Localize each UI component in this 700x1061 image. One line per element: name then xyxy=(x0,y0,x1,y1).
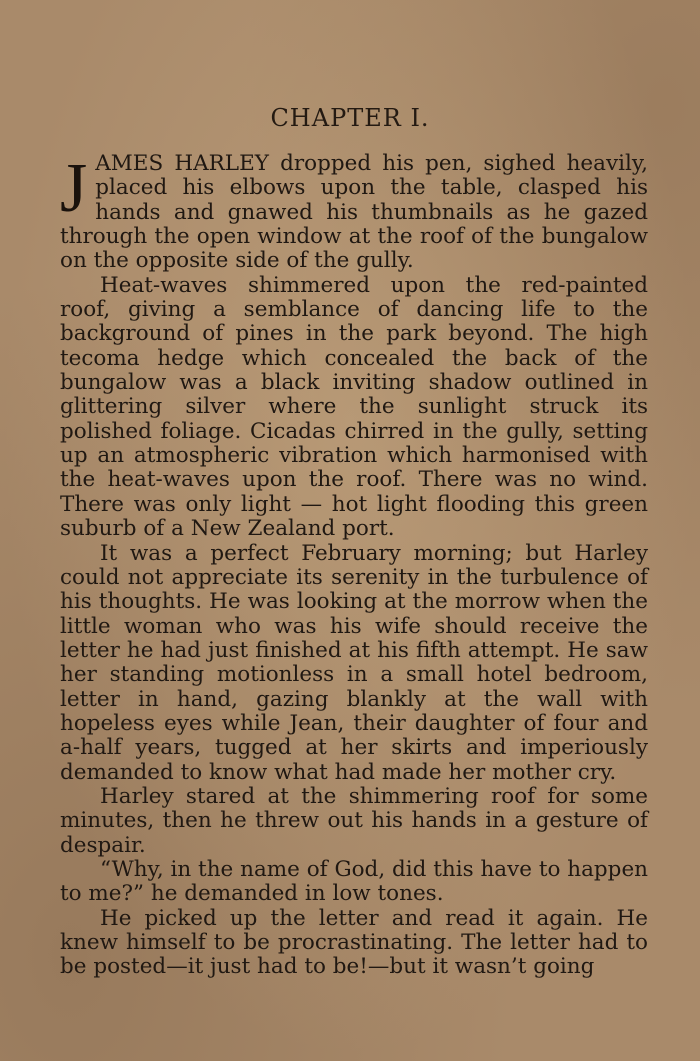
drop-cap: J xyxy=(60,150,88,227)
paragraph-4: Harley stared at the shimmering roof for some minutes, then he threw out his hands in a gesture of despair. xyxy=(60,783,648,858)
paragraph-5: “Why, in the name of God, did this have to happen to me?” he demanded in low tones. xyxy=(60,856,649,907)
paragraph-2: Heat-waves shimmered upon the red-painted roof, giving a semblance of dancing life to the background of pines in the park beyond. The high tecoma hedge which concealed the back of the bungalow was a black inviting shadow outlined in glittering silver where the sunlight struck its polished foliage. Cicadas chirred in the gully, setting up an atmospheric vibration which harmonised with the heat-waves upon the roof. There was no wind. There was only light — hot light flooding this green suburb of a New Zealand port. xyxy=(60,272,648,542)
paragraph-1-text: AMES HARLEY dropped his pen, sighed heavily, placed his elbows upon the table, clasped his hands and gnawed his thumbnails as he gazed through the open window at the roof of the bungalow on the opposite side of the gully. xyxy=(60,151,648,274)
chapter-body xyxy=(60,152,648,980)
paragraph-1 xyxy=(60,152,648,274)
paragraph-6: He picked up the letter and read it again. He knew himself to be procrastinating. The letter had to be posted—it just had to be!—but it wasn’t going xyxy=(60,905,648,980)
chapter-heading: CHAPTER I. xyxy=(270,104,430,132)
paragraph-3: It was a perfect February morning; but Harley could not appreciate its serenity in the turbulence of his thoughts. He was looking at the morrow when the little woman who was his wife should receive the letter he had just finished at his fifth attempt. He saw her standing motionless in a small hotel bedroom, letter in hand, gazing blankly at the wall with hopeless eyes while Jean, their daughter of four and a-half years, tugged at her skirts and imperiously demanded to know what had made her mother cry. xyxy=(60,540,648,785)
